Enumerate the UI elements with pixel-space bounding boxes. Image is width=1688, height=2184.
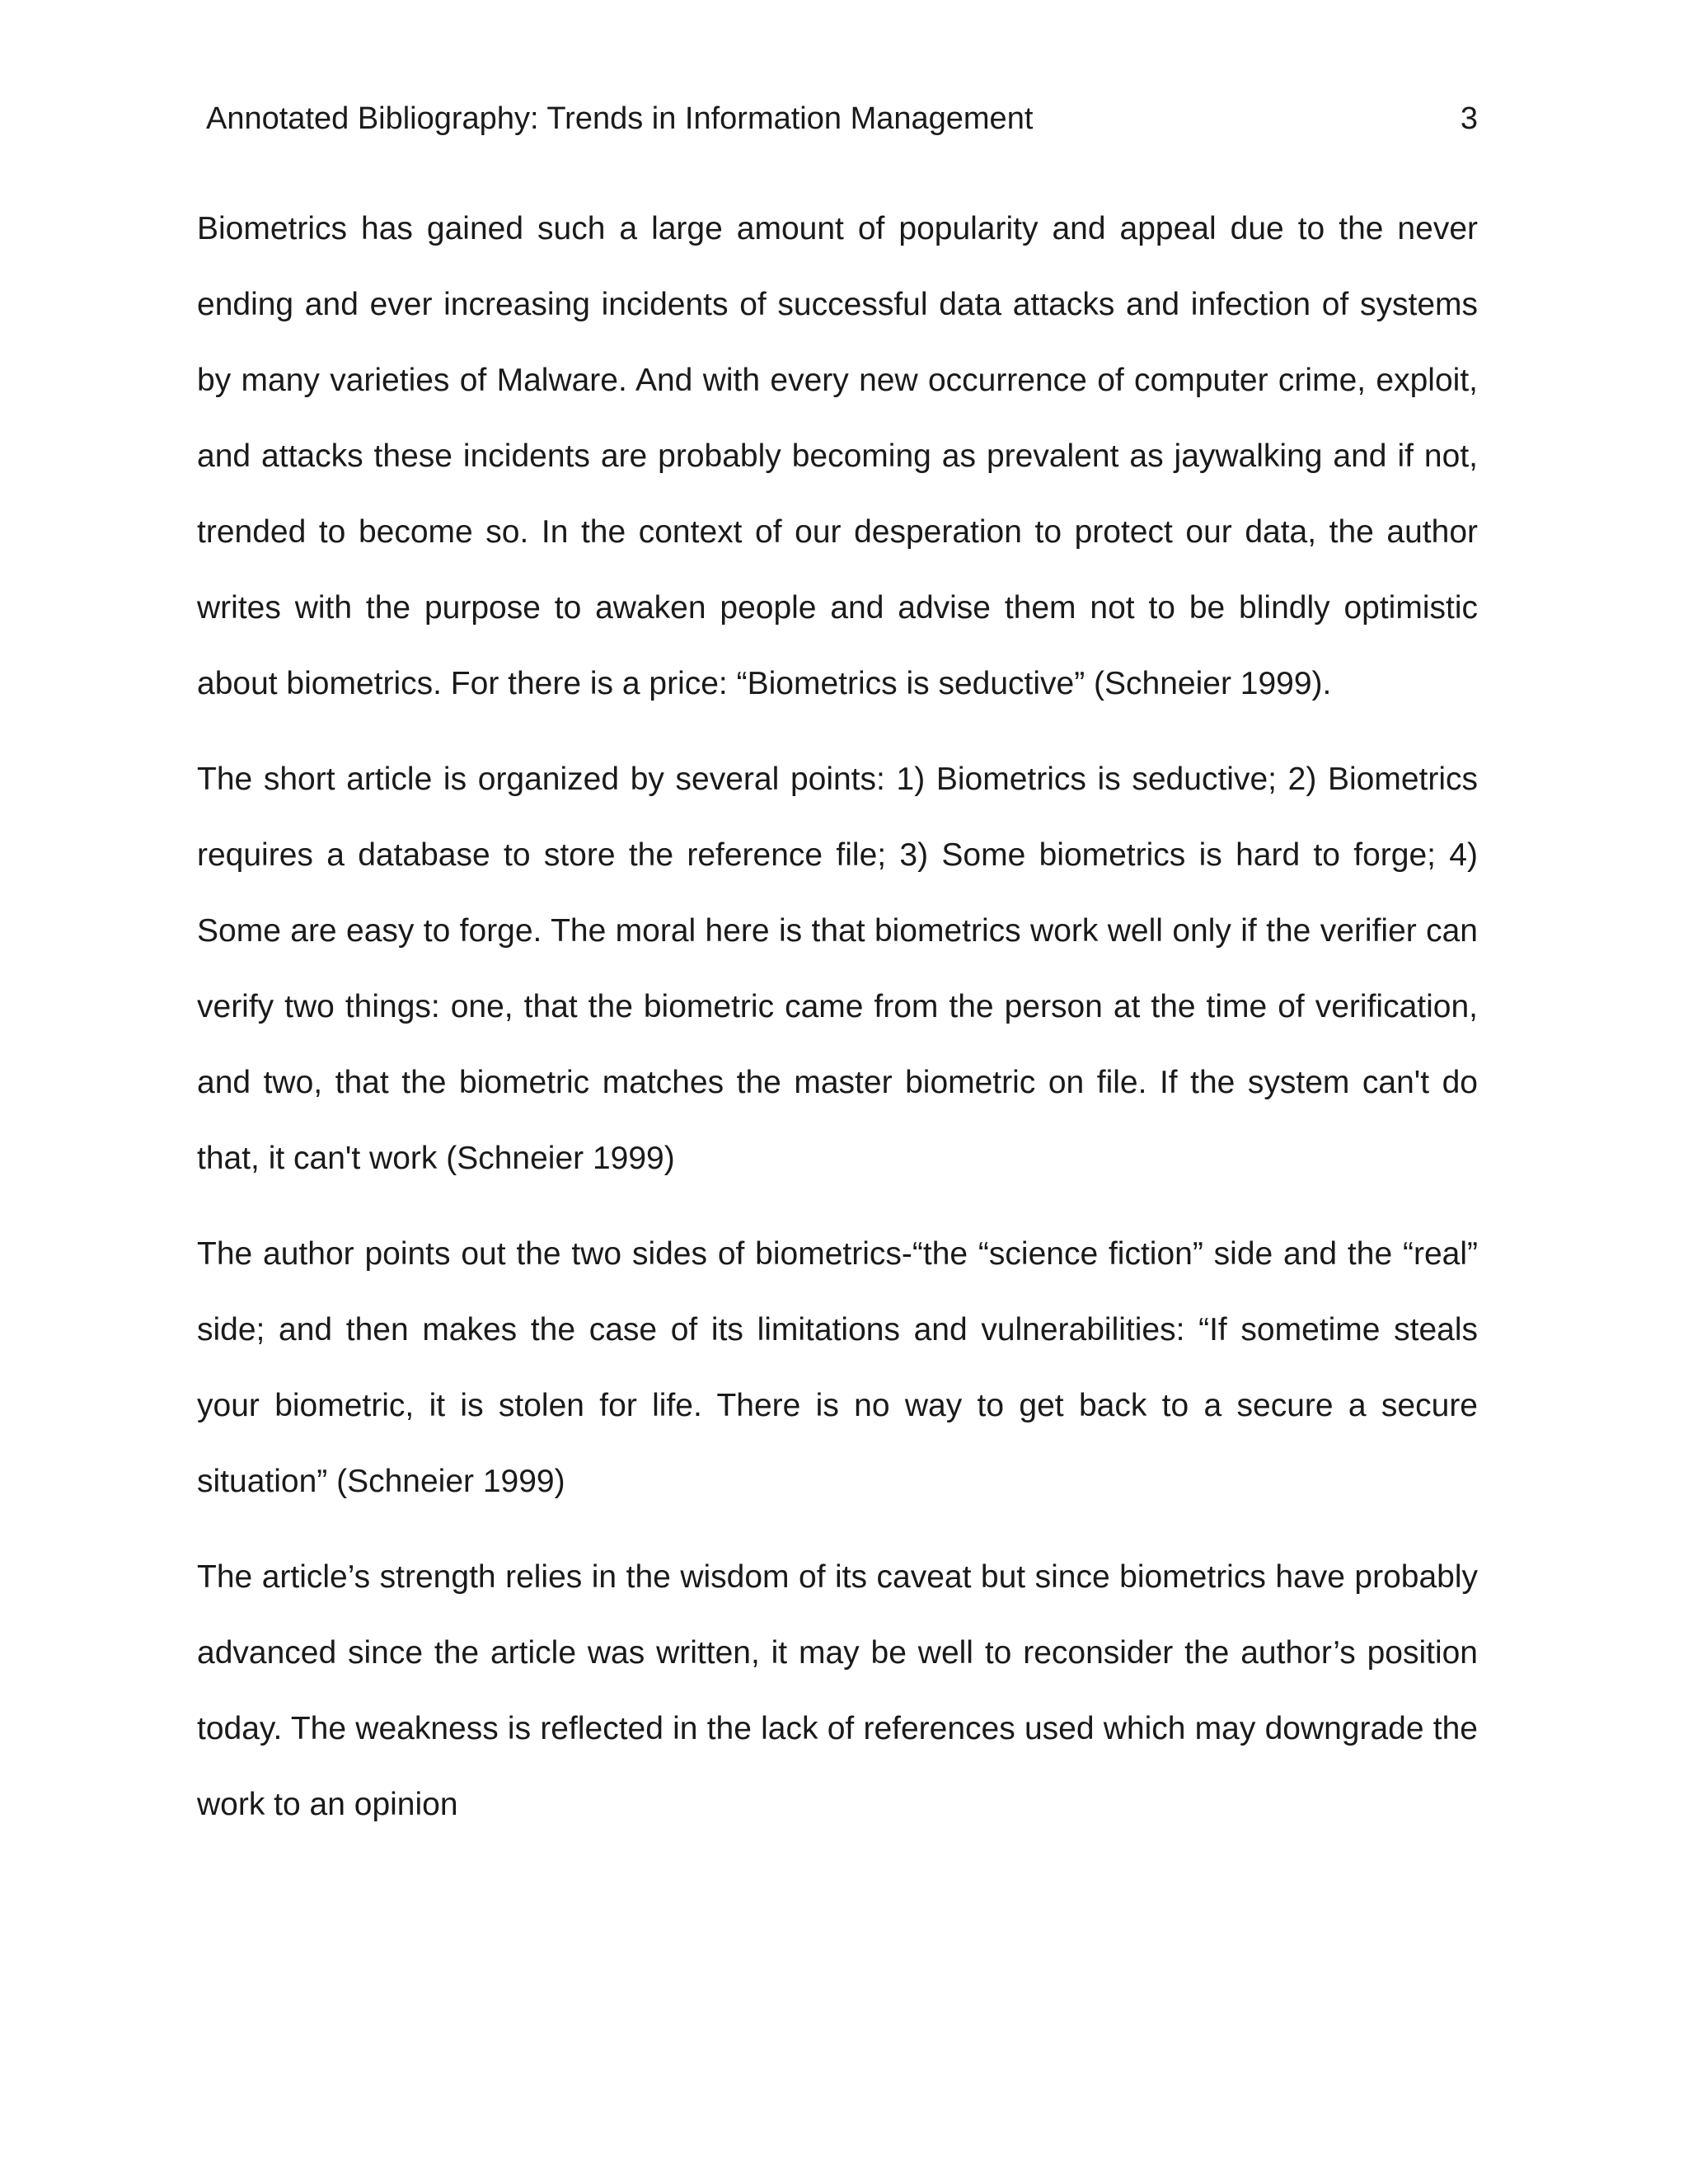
paragraph-strength-weakness: The article’s strength relies in the wisdom of its caveat but since biometrics have probably advanced since the article was written, it may be well to reconsider the author’s position today. The weakness is reflected in the lack of references used which may downgrade the work to an opinion <box>197 1559 1478 1822</box>
running-head <box>206 97 1478 140</box>
body-text <box>197 191 1478 1863</box>
page-number: 3 <box>1460 101 1478 136</box>
paragraph-two-sides: The author points out the two sides of biometrics-“the “science fiction” side and the “real” side; and then makes the case of its limitations and vulnerabilities: “If sometime steals your biometric, it is stolen for life. There is no way to get back to a secure a secure situation” (Schneier 1999) <box>197 1236 1478 1499</box>
paragraph-article-organization: The short article is organized by several points: 1) Biometrics is seductive; 2) Biometrics requires a database to store the reference file; 3) Some biometrics is hard to forge; 4) Some are easy to forge. The moral here is that biometrics work well only if the verifier can verify two things: one, that the biometric came from the person at the time of verification, and two, that the biometric matches the master biometric on file. If the system can't do that, it can't work (Schneier 1999) <box>197 762 1478 1176</box>
paragraph-biometrics-popularity: Biometrics has gained such a large amount of popularity and appeal due to the never ending and ever increasing incidents of successful data attacks and infection of systems by many varieties of Malware. And with every new occurrence of computer crime, exploit, and attacks these incidents are probably becoming as prevalent as jaywalking and if not, trended to become so. In the context of our desperation to protect our data, the author writes with the purpose to awaken people and advise them not to be blindly optimistic about biometrics. For there is a price: “Biometrics is seductive” (Schneier 1999). <box>197 211 1478 701</box>
running-head-title: Annotated Bibliography: Trends in Information Management <box>206 101 1034 136</box>
